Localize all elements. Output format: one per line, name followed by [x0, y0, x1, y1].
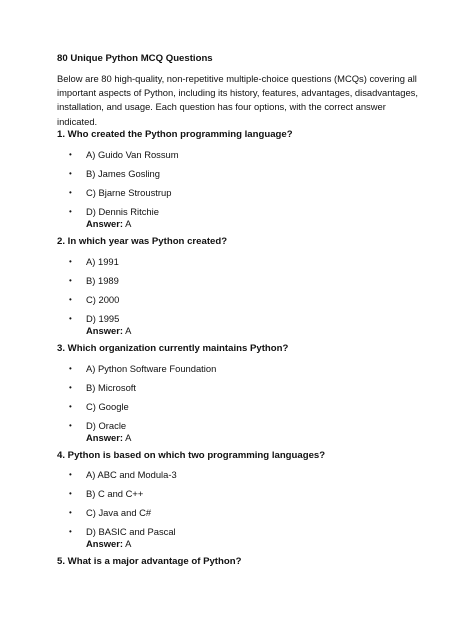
bullet-icon: • [69, 295, 72, 304]
bullet-icon: • [69, 402, 72, 411]
answer-value: A [125, 538, 132, 549]
option-item: B) Microsoft [86, 382, 137, 393]
option-item: A) 1991 [86, 256, 119, 267]
answer-line [86, 432, 131, 444]
bullet-icon: • [69, 364, 72, 373]
bullet-icon: • [69, 257, 72, 266]
answer-value: A [125, 325, 132, 336]
bullet-icon: • [69, 489, 72, 498]
bullet-icon: • [69, 314, 72, 323]
answer-line [86, 218, 131, 230]
bullet-icon: • [69, 207, 72, 216]
option-item: B) James Gosling [86, 168, 160, 179]
bullet-icon: • [69, 470, 72, 479]
bullet-icon: • [69, 276, 72, 285]
question-heading: 2. In which year was Python created? [57, 236, 228, 247]
intro-paragraph: Below are 80 high-quality, non-repetitive multiple-choice questions (MCQs) covering all important aspects of Python, including its history, features, advantages, disadvantages, installation, and usage. Each question has four options, with the correct answer indicated. [57, 73, 418, 127]
option-item: C) Java and C# [86, 507, 152, 518]
option-item: A) Python Software Foundation [86, 363, 217, 374]
bullet-icon: • [69, 188, 72, 197]
option-item: D) 1995 [86, 313, 120, 324]
answer-label: Answer: [86, 432, 123, 443]
option-item: C) 2000 [86, 294, 120, 305]
bullet-icon: • [69, 383, 72, 392]
question-heading: 3. Which organization currently maintains Python? [57, 343, 289, 354]
answer-label: Answer: [86, 218, 123, 229]
answer-line [86, 538, 131, 550]
question-heading: 5. What is a major advantage of Python? [57, 556, 242, 567]
document-title: 80 Unique Python MCQ Questions [57, 53, 213, 64]
answer-label: Answer: [86, 538, 123, 549]
bullet-icon: • [69, 169, 72, 178]
option-item: D) BASIC and Pascal [86, 526, 176, 537]
question-heading: 1. Who created the Python programming language? [57, 129, 293, 140]
answer-label: Answer: [86, 325, 123, 336]
bullet-icon: • [69, 508, 72, 517]
answer-value: A [125, 218, 132, 229]
bullet-icon: • [69, 527, 72, 536]
question-heading: 4. Python is based on which two programming languages? [57, 450, 326, 461]
option-item: C) Google [86, 401, 129, 412]
bullet-icon: • [69, 421, 72, 430]
option-item: D) Oracle [86, 420, 127, 431]
option-item: C) Bjarne Stroustrup [86, 187, 172, 198]
answer-line [86, 325, 131, 337]
option-item: B) C and C++ [86, 488, 144, 499]
option-item: D) Dennis Ritchie [86, 206, 159, 217]
option-item: A) ABC and Modula-3 [86, 469, 177, 480]
answer-value: A [125, 432, 132, 443]
option-item: A) Guido Van Rossum [86, 149, 179, 160]
option-item: B) 1989 [86, 275, 119, 286]
bullet-icon: • [69, 150, 72, 159]
